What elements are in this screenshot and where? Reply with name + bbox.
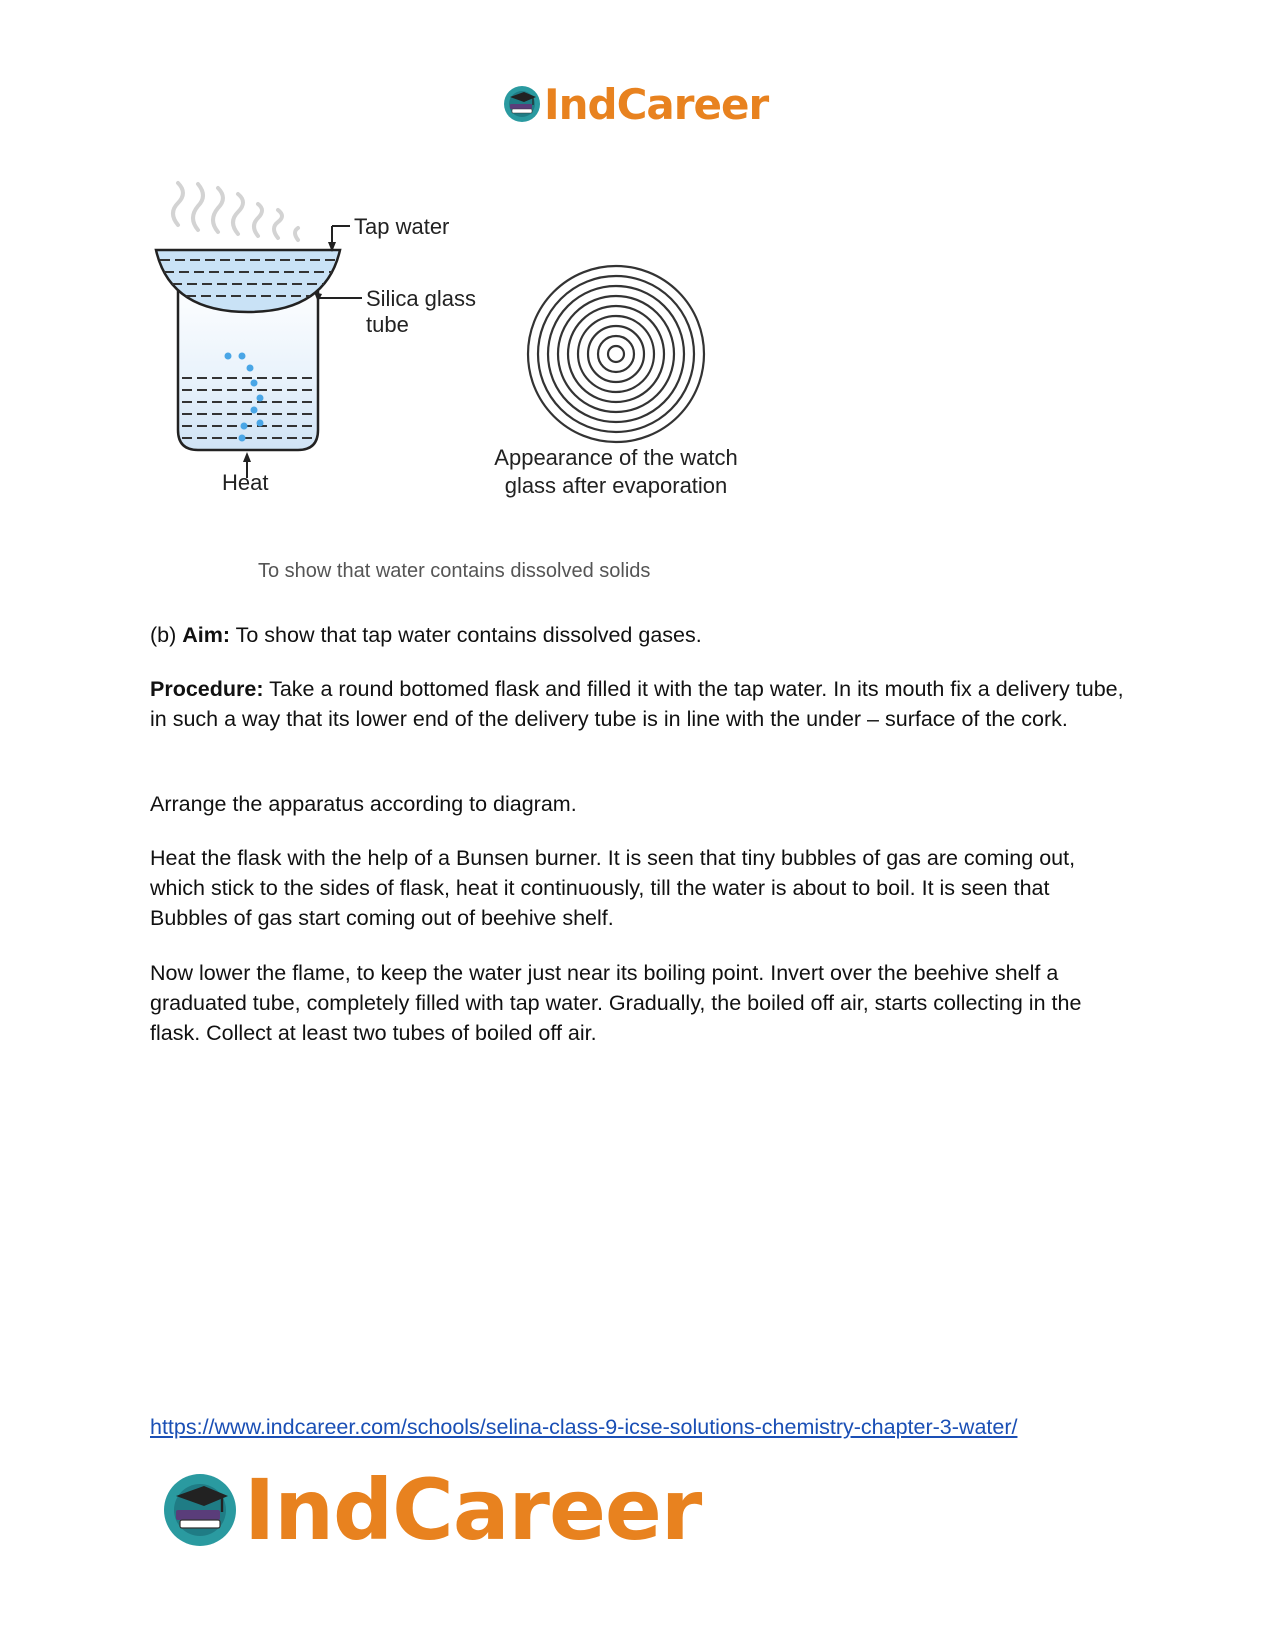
heat-paragraph: Heat the flask with the help of a Bunsen burner. It is seen that tiny bubbles of gas are coming out, which stick to the sides of flask, heat it continuously, till the water is about to boil. It is seen that Bubbles of gas start coming out of beehive shelf. <box>150 846 1076 930</box>
label-silica-line1: Silica glass <box>366 286 477 311</box>
concentric-rings <box>528 266 704 442</box>
label-tap-water: Tap water <box>354 214 450 239</box>
header-logo-text: IndCareer <box>544 79 769 129</box>
figure-caption: To show that water contains dissolved solids <box>258 560 651 582</box>
label-heat: Heat <box>222 470 269 495</box>
aim-label: Aim: <box>182 623 231 647</box>
graduation-globe-icon <box>160 1470 240 1550</box>
arrange-paragraph: Arrange the apparatus according to diagram. <box>150 792 577 816</box>
lower-flame-paragraph: Now lower the flame, to keep the water just near its boiling point. Invert over the beehive shelf a graduated tube, completely filled with tap water. Gradually, the boiled off air, starts collecting in the flask. Collect at least two tubes of boiled off air. <box>150 961 1082 1045</box>
procedure-text: Take a round bottomed flask and filled it with the tap water. In its mouth fix a delivery tube, in such a way that its lower end of the delivery tube is in line with the under – surface of the cork. <box>150 677 1124 731</box>
label-watch-line1: Appearance of the watch <box>494 445 738 470</box>
header-logo <box>502 78 768 130</box>
steam-wisps <box>173 183 298 240</box>
experiment-diagram <box>150 180 800 540</box>
footer-logo <box>160 1461 702 1559</box>
procedure-paragraph <box>150 674 1130 734</box>
graduation-globe-icon <box>502 84 542 124</box>
aim-text: To show that tap water contains dissolved gases. <box>230 623 702 647</box>
aim-paragraph <box>150 620 1130 650</box>
procedure-label: Procedure: <box>150 677 264 701</box>
label-watch-line2: glass after evaporation <box>504 473 728 498</box>
footer-logo-text: IndCareer <box>244 1461 702 1559</box>
label-silica-line2: tube <box>366 312 409 337</box>
aim-prefix: (b) <box>150 623 183 647</box>
source-url-link[interactable]: https://www.indcareer.com/schools/selina-class-9-icse-solutions-chemistry-chapter-3-water/ <box>150 1415 1018 1439</box>
